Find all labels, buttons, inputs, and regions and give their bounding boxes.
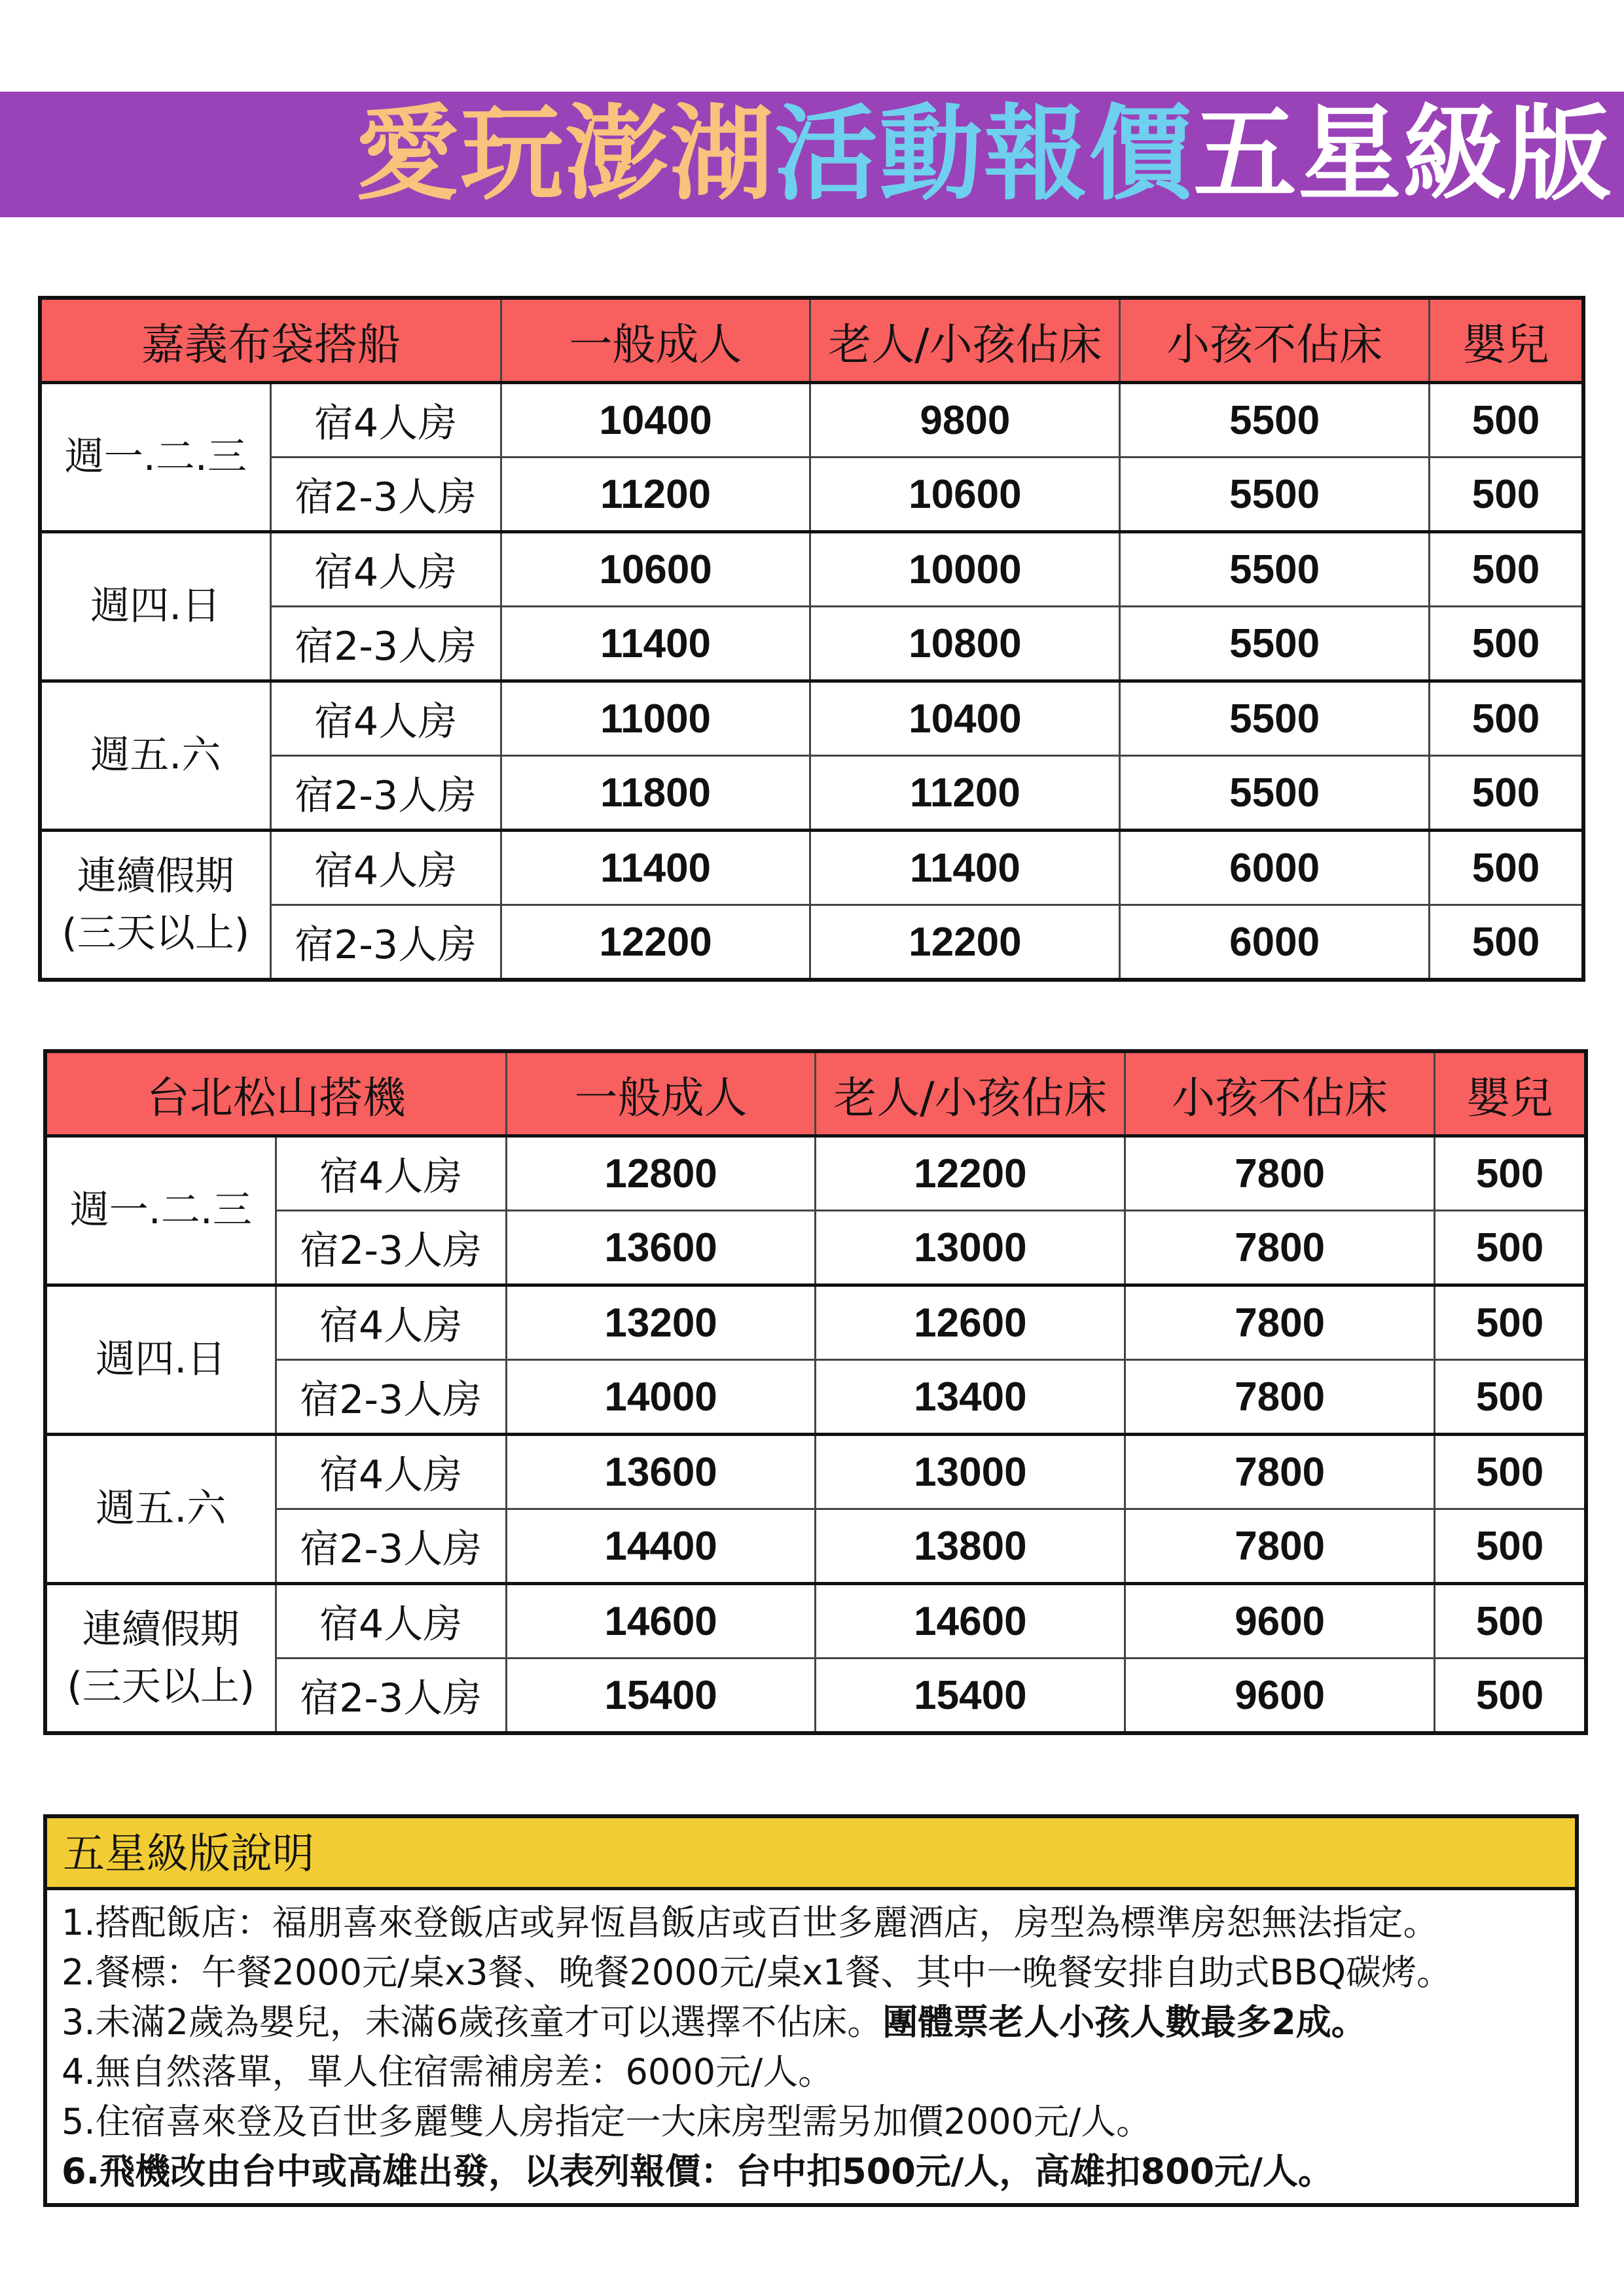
room-type: 宿2-3人房 bbox=[276, 1659, 506, 1734]
price-cell: 11800 bbox=[501, 756, 810, 831]
price-cell: 11200 bbox=[810, 756, 1120, 831]
column-header: 小孩不佔床 bbox=[1120, 298, 1430, 383]
price-cell: 500 bbox=[1430, 681, 1583, 756]
note-text: 3.未滿2歲為嬰兒，未滿6歲孩童才可以選擇不佔床。 bbox=[62, 2001, 883, 2043]
price-cell: 9600 bbox=[1125, 1584, 1435, 1659]
room-type: 宿4人房 bbox=[270, 383, 501, 457]
price-cell: 500 bbox=[1430, 532, 1583, 607]
room-type: 宿4人房 bbox=[276, 1136, 506, 1211]
note-line bbox=[62, 2047, 1575, 2097]
price-cell: 500 bbox=[1430, 831, 1583, 905]
table-row bbox=[40, 457, 1583, 532]
day-group-label: 週五.六 bbox=[45, 1435, 276, 1584]
price-cell: 10600 bbox=[810, 457, 1120, 532]
room-type: 宿2-3人房 bbox=[276, 1211, 506, 1285]
price-cell: 7800 bbox=[1125, 1136, 1435, 1211]
room-type: 宿4人房 bbox=[276, 1285, 506, 1360]
price-cell: 5500 bbox=[1120, 457, 1430, 532]
price-cell: 5500 bbox=[1120, 383, 1430, 457]
price-cell: 500 bbox=[1430, 756, 1583, 831]
price-cell: 7800 bbox=[1125, 1285, 1435, 1360]
price-cell: 6000 bbox=[1120, 831, 1430, 905]
price-cell: 9600 bbox=[1125, 1659, 1435, 1734]
column-header: 一般成人 bbox=[506, 1051, 816, 1136]
price-cell: 12200 bbox=[816, 1136, 1125, 1211]
price-cell: 500 bbox=[1435, 1659, 1586, 1734]
price-cell: 500 bbox=[1430, 457, 1583, 532]
price-cell: 10400 bbox=[810, 681, 1120, 756]
route-header: 台北松山搭機 bbox=[45, 1051, 506, 1136]
price-cell: 7800 bbox=[1125, 1435, 1435, 1509]
table-row bbox=[45, 1285, 1586, 1360]
note-text: 2.餐標：午餐2000元/桌x3餐、晚餐2000元/桌x1餐、其中一晚餐安排自助式BBQ碳烤。 bbox=[62, 1952, 1452, 1993]
price-cell: 5500 bbox=[1120, 532, 1430, 607]
header-row bbox=[45, 1051, 1586, 1136]
table-row bbox=[45, 1360, 1586, 1435]
price-cell: 14600 bbox=[816, 1584, 1125, 1659]
room-type: 宿4人房 bbox=[270, 532, 501, 607]
price-cell: 7800 bbox=[1125, 1509, 1435, 1584]
notes-box bbox=[43, 1814, 1579, 2207]
day-group-label: 連續假期 (三天以上) bbox=[40, 831, 270, 980]
room-type: 宿4人房 bbox=[270, 831, 501, 905]
price-cell: 11000 bbox=[501, 681, 810, 756]
page-title bbox=[355, 94, 1612, 215]
title-part-3: 五星級版 bbox=[1193, 94, 1612, 215]
price-cell: 13400 bbox=[816, 1360, 1125, 1435]
price-cell: 10000 bbox=[810, 532, 1120, 607]
note-emphasis: 6.飛機改由台中或高雄出發，以表列報價：台中扣500元/人，高雄扣800元/人。 bbox=[62, 2151, 1333, 2192]
price-cell: 10600 bbox=[501, 532, 810, 607]
table-row bbox=[40, 831, 1583, 905]
price-cell: 500 bbox=[1435, 1435, 1586, 1509]
title-banner bbox=[0, 92, 1624, 217]
table-row bbox=[40, 681, 1583, 756]
table-row bbox=[45, 1509, 1586, 1584]
column-header: 嬰兒 bbox=[1435, 1051, 1586, 1136]
note-line bbox=[62, 1948, 1575, 1998]
price-cell: 11400 bbox=[810, 831, 1120, 905]
price-cell: 10400 bbox=[501, 383, 810, 457]
price-cell: 500 bbox=[1430, 905, 1583, 980]
note-line bbox=[62, 1898, 1575, 1948]
price-cell: 13200 bbox=[506, 1285, 816, 1360]
table-row bbox=[40, 905, 1583, 980]
price-cell: 12200 bbox=[810, 905, 1120, 980]
price-cell: 13600 bbox=[506, 1211, 816, 1285]
note-line bbox=[62, 2097, 1575, 2147]
price-cell: 7800 bbox=[1125, 1360, 1435, 1435]
note-emphasis: 團體票老人小孩人數最多2成。 bbox=[882, 2001, 1367, 2043]
day-group-label: 週一.二.三 bbox=[40, 383, 270, 532]
title-part-2: 活動報價 bbox=[774, 94, 1193, 215]
day-group-label: 週四.日 bbox=[40, 532, 270, 681]
notes-heading: 五星級版說明 bbox=[47, 1818, 1575, 1890]
price-cell: 500 bbox=[1435, 1285, 1586, 1360]
room-type: 宿2-3人房 bbox=[276, 1509, 506, 1584]
table-row bbox=[40, 756, 1583, 831]
notes-body bbox=[47, 1890, 1575, 2197]
price-cell: 7800 bbox=[1125, 1211, 1435, 1285]
route-header: 嘉義布袋搭船 bbox=[40, 298, 501, 383]
price-cell: 9800 bbox=[810, 383, 1120, 457]
room-type: 宿4人房 bbox=[270, 681, 501, 756]
day-group-label: 連續假期 (三天以上) bbox=[45, 1584, 276, 1734]
table-row bbox=[45, 1659, 1586, 1734]
price-table-chiayi bbox=[38, 296, 1585, 982]
room-type: 宿2-3人房 bbox=[276, 1360, 506, 1435]
price-cell: 500 bbox=[1435, 1360, 1586, 1435]
note-text: 4.無自然落單，單人住宿需補房差：6000元/人。 bbox=[62, 2051, 834, 2092]
column-header: 一般成人 bbox=[501, 298, 810, 383]
price-cell: 12800 bbox=[506, 1136, 816, 1211]
price-cell: 12600 bbox=[816, 1285, 1125, 1360]
room-type: 宿2-3人房 bbox=[270, 457, 501, 532]
column-header: 老人/小孩佔床 bbox=[810, 298, 1120, 383]
price-cell: 500 bbox=[1430, 607, 1583, 681]
price-cell: 13000 bbox=[816, 1435, 1125, 1509]
price-cell: 14000 bbox=[506, 1360, 816, 1435]
price-cell: 14400 bbox=[506, 1509, 816, 1584]
title-part-1: 愛玩澎湖 bbox=[355, 94, 774, 215]
room-type: 宿4人房 bbox=[276, 1584, 506, 1659]
column-header: 老人/小孩佔床 bbox=[816, 1051, 1125, 1136]
column-header: 小孩不佔床 bbox=[1125, 1051, 1435, 1136]
price-cell: 11400 bbox=[501, 831, 810, 905]
note-line bbox=[62, 2147, 1575, 2197]
note-line bbox=[62, 1998, 1575, 2047]
price-cell: 14600 bbox=[506, 1584, 816, 1659]
table-row bbox=[40, 383, 1583, 457]
day-group-label: 週四.日 bbox=[45, 1285, 276, 1435]
price-cell: 11200 bbox=[501, 457, 810, 532]
note-text: 1.搭配飯店：福朋喜來登飯店或昇恆昌飯店或百世多麗酒店，房型為標準房恕無法指定。 bbox=[62, 1902, 1439, 1943]
price-cell: 5500 bbox=[1120, 681, 1430, 756]
header-row bbox=[40, 298, 1583, 383]
price-cell: 13600 bbox=[506, 1435, 816, 1509]
price-cell: 15400 bbox=[816, 1659, 1125, 1734]
price-cell: 6000 bbox=[1120, 905, 1430, 980]
room-type: 宿4人房 bbox=[276, 1435, 506, 1509]
column-header: 嬰兒 bbox=[1430, 298, 1583, 383]
price-cell: 10800 bbox=[810, 607, 1120, 681]
price-cell: 13800 bbox=[816, 1509, 1125, 1584]
price-cell: 13000 bbox=[816, 1211, 1125, 1285]
price-cell: 500 bbox=[1435, 1136, 1586, 1211]
day-group-label: 週五.六 bbox=[40, 681, 270, 831]
room-type: 宿2-3人房 bbox=[270, 905, 501, 980]
table-row bbox=[40, 607, 1583, 681]
day-group-label: 週一.二.三 bbox=[45, 1136, 276, 1285]
price-cell: 5500 bbox=[1120, 607, 1430, 681]
table-row bbox=[45, 1435, 1586, 1509]
price-cell: 500 bbox=[1435, 1211, 1586, 1285]
price-cell: 11400 bbox=[501, 607, 810, 681]
table-row bbox=[40, 532, 1583, 607]
note-text: 5.住宿喜來登及百世多麗雙人房指定一大床房型需另加價2000元/人。 bbox=[62, 2101, 1152, 2142]
price-table-taipei bbox=[43, 1049, 1588, 1735]
table-row bbox=[45, 1584, 1586, 1659]
room-type: 宿2-3人房 bbox=[270, 607, 501, 681]
price-cell: 500 bbox=[1435, 1584, 1586, 1659]
price-cell: 500 bbox=[1435, 1509, 1586, 1584]
price-cell: 15400 bbox=[506, 1659, 816, 1734]
table-row bbox=[45, 1211, 1586, 1285]
table-row bbox=[45, 1136, 1586, 1211]
room-type: 宿2-3人房 bbox=[270, 756, 501, 831]
price-cell: 500 bbox=[1430, 383, 1583, 457]
price-cell: 12200 bbox=[501, 905, 810, 980]
price-cell: 5500 bbox=[1120, 756, 1430, 831]
